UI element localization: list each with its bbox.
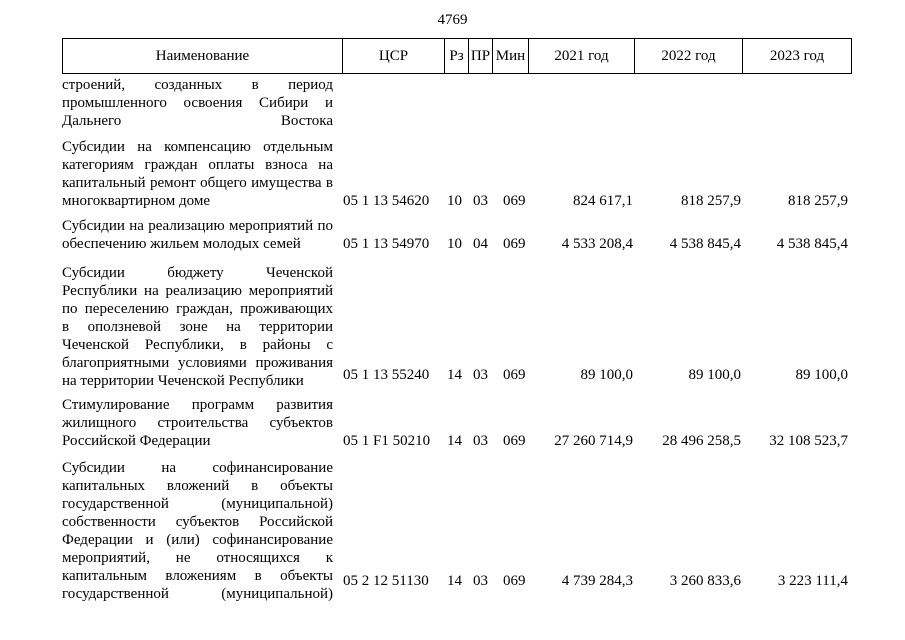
row-csr: 05 1 13 55240 — [343, 367, 430, 383]
row-2022: 3 260 833,6 — [669, 573, 741, 589]
row-2022: 28 496 258,5 — [662, 433, 741, 449]
row-2023: 32 108 523,7 — [769, 433, 848, 449]
header-2022: 2022 год — [635, 39, 743, 73]
row-name: Субсидии на реализацию мероприятий по обеспечению жильем молодых семей — [62, 218, 333, 252]
row-rz: 14 — [447, 367, 462, 383]
row-2021: 824 617,1 — [573, 193, 633, 209]
row-rz: 10 — [447, 236, 462, 252]
row-2021: 4 533 208,4 — [561, 236, 633, 252]
header-min: Мин — [493, 39, 529, 73]
row-name: Субсидии бюджету Чеченской Республики на реализацию мероприятий по переселению граждан, проживающих в оползневой зоне на территории Чеченской Республики, в районы с благоприятными условиями проживания на территории Чеченской Республики — [62, 265, 333, 389]
row-rz: 10 — [447, 193, 462, 209]
row-pr: 03 — [473, 193, 488, 209]
row-min: 069 — [503, 236, 526, 252]
row-name: Субсидии на софинансирование капитальных вложений в объекты государственной (муниципальной) собственности субъектов Российской Федерации и (или) софинансирование мероприятий, не относящихся к капитальным вложениям в объекты государственной (муниципальной) — [62, 460, 333, 602]
header-rz: Рз — [445, 39, 469, 73]
row-2023: 89 100,0 — [795, 367, 848, 383]
row-pr: 04 — [473, 236, 488, 252]
row-rz: 14 — [447, 573, 462, 589]
row-min: 069 — [503, 573, 526, 589]
row-csr: 05 2 12 51130 — [343, 573, 429, 589]
row-name: Субсидии на компенсацию отдельным категориям граждан оплаты взноса на капитальный ремонт общего имущества в многоквартирном доме — [62, 139, 333, 209]
row-pr: 03 — [473, 367, 488, 383]
row-csr: 05 1 F1 50210 — [343, 433, 431, 449]
row-rz: 14 — [447, 433, 462, 449]
row-2022: 818 257,9 — [681, 193, 741, 209]
row-csr: 05 1 13 54970 — [343, 236, 430, 252]
row-min: 069 — [503, 367, 526, 383]
row-2022: 89 100,0 — [688, 367, 741, 383]
row-min: 069 — [503, 433, 526, 449]
header-name: Наименование — [63, 39, 343, 73]
row-2023: 3 223 111,4 — [777, 573, 848, 589]
row-pr: 03 — [473, 433, 488, 449]
row-name: строений, созданных в период промышленного освоения Сибири и Дальнего Востока — [62, 77, 333, 129]
row-2021: 89 100,0 — [580, 367, 633, 383]
header-2021: 2021 год — [529, 39, 635, 73]
page-number: 4769 — [437, 12, 468, 28]
header-pr: ПР — [469, 39, 493, 73]
row-2023: 818 257,9 — [788, 193, 848, 209]
row-2022: 4 538 845,4 — [669, 236, 741, 252]
header-csr: ЦСР — [343, 39, 445, 73]
row-2021: 27 260 714,9 — [554, 433, 633, 449]
row-csr: 05 1 13 54620 — [343, 193, 430, 209]
header-2023: 2023 год — [769, 47, 825, 64]
row-pr: 03 — [473, 573, 488, 589]
table-header — [62, 38, 852, 74]
row-2023: 4 538 845,4 — [776, 236, 848, 252]
row-2021: 4 739 284,3 — [561, 573, 633, 589]
row-name: Стимулирование программ развития жилищного строительства субъектов Российской Федерации — [62, 397, 333, 449]
row-min: 069 — [503, 193, 526, 209]
